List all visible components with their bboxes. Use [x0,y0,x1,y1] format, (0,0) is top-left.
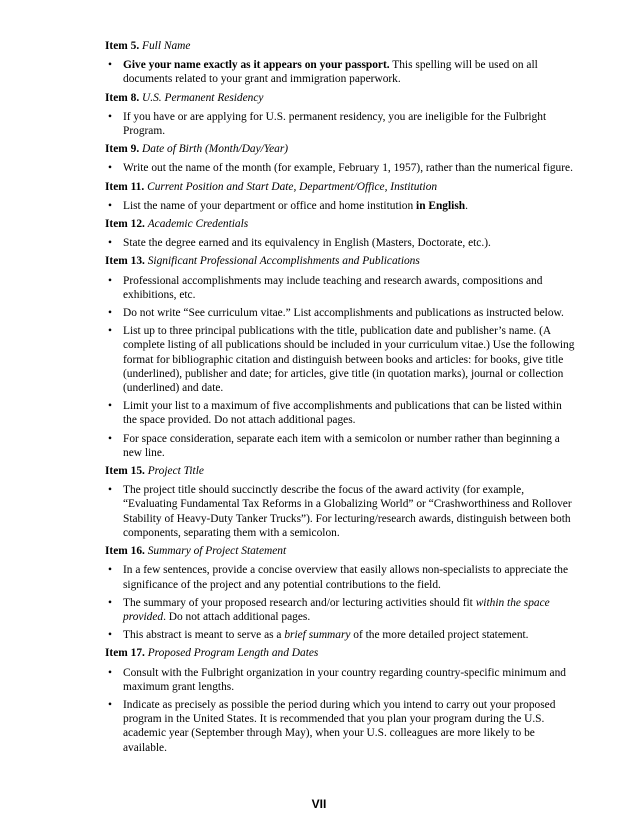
bullet-list [105,58,575,86]
bullet-dot-icon: • [108,564,112,577]
item-section [105,254,575,460]
bullet-text: . Do not attach additional pages. [163,610,311,623]
item-number: Item 11. [105,180,145,193]
bullet-text: brief summary [284,629,351,642]
item-title: Full Name [142,40,191,52]
bullet-list [105,236,575,250]
bullet-text: If you have or are applying for U.S. permanent residency, you are ineligible for the Fulbright Program. [123,110,547,138]
item-heading [105,464,575,478]
bullet-dot-icon: • [108,432,112,445]
bullet-item [105,698,575,755]
item-title: Summary of Project Statement [147,545,287,558]
item-number: Item 9. [105,143,140,156]
bullet-dot-icon: • [108,199,112,212]
bullet-dot-icon: • [108,110,112,123]
item-section [105,180,575,213]
bullet-text: Professional accomplishments may include teaching and research awards, compositions and exhibitions, etc. [123,274,543,301]
bullet-text: List the name of your department or office and home institution [123,199,417,212]
bullet-list [105,110,575,138]
bullet-item [105,58,575,86]
bullet-dot-icon: • [108,596,112,609]
bullet-item [105,236,575,250]
item-number: Item 12. [105,218,145,231]
bullet-list [105,161,575,175]
bullet-list [105,666,575,755]
bullet-dot-icon: • [108,698,112,711]
item-number: Item 5. [105,40,140,52]
bullet-text: Give your name exactly as it appears on your passport. [123,59,390,72]
bullet-item [105,596,575,624]
bullet-item [105,628,575,642]
bullet-item [105,563,575,591]
bullet-item [105,666,575,694]
item-section [105,464,575,540]
bullet-list [105,563,575,642]
bullet-text: In a few sentences, provide a concise overview that easily allows non-specialists to appreciate the significance of the project and any potential contributions to the field. [123,564,569,591]
document-body [105,39,575,759]
item-section [105,217,575,250]
bullet-item [105,432,575,460]
bullet-item [105,199,575,213]
bullet-text: The summary of your proposed research and/or lecturing activities should fit [123,596,476,609]
bullet-dot-icon: • [108,400,112,413]
item-heading [105,91,575,105]
bullet-item [105,399,575,427]
item-heading [105,646,575,660]
item-heading [105,254,575,268]
item-title: Date of Birth (Month/Day/Year) [142,143,289,156]
item-section [105,646,575,754]
item-section [105,142,575,175]
bullet-text: This spelling will be used on all documents related to your grant and immigration paperwork. [123,59,538,86]
bullet-text: List up to three principal publications with the title, publication date and publisher’s name. (A complete listing of all publications should be included in your curriculum vitae.) Use the following format for bibliographic citation and distinguish between books and articles: for books, give title (underlined), publisher and date; for articles, give title (in quotation marks), journal or collection (underlined) and date. [123,325,575,395]
bullet-item [105,483,575,540]
bullet-dot-icon: • [108,307,112,320]
item-heading [105,217,575,231]
bullet-text: The project title should succinctly describe the focus of the award activity (for example, “Evaluating Fundamental Tax Reforms in a Globalizing World” or “Crashworthiness and Rollover Stability of Heavy-Duty Tanker Trucks”). For lecturing/research awards, distinguish between both components, separating them with a semicolon. [123,484,572,539]
bullet-text: Do not write “See curriculum vitae.” List accomplishments and publications as instructed below. [123,307,564,320]
bullet-dot-icon: • [108,484,112,497]
item-heading [105,180,575,194]
item-section [105,91,575,139]
item-title: Project Title [147,465,204,478]
item-title: Academic Credentials [147,218,249,231]
item-number: Item 17. [105,647,145,660]
bullet-list [105,483,575,540]
bullet-text: Limit your list to a maximum of five accomplishments and publications that can be listed within the space provided. Do not attach additional pages. [123,400,562,427]
bullet-text: This abstract is meant to serve as a [123,629,285,642]
bullet-item [105,324,575,395]
bullet-dot-icon: • [108,666,112,679]
bullet-dot-icon: • [108,162,112,175]
bullet-item [105,161,575,175]
bullet-text: in English [416,199,466,212]
item-heading [105,544,575,558]
bullet-item [105,274,575,302]
item-title: Significant Professional Accomplishments and Publications [147,255,420,268]
item-number: Item 13. [105,255,145,268]
bullet-text: State the degree earned and its equivalency in English (Masters, Doctorate, etc.). [123,237,491,250]
item-title: Proposed Program Length and Dates [147,647,319,660]
page-number: VII [311,797,327,811]
item-number: Item 15. [105,465,145,478]
bullet-text: Write out the name of the month (for example, February 1, 1957), rather than the numerical figure. [123,162,573,175]
bullet-item [105,306,575,320]
item-title: Current Position and Start Date, Department/Office, Institution [147,180,438,193]
bullet-text: Indicate as precisely as possible the period during which you intend to carry out your proposed program in the United States. It is recommended that you plan your program during the U.S. academic year (September through May), when your U.S. colleagues are more likely to be available. [123,698,556,754]
item-section [105,39,575,87]
bullet-dot-icon: • [108,274,112,287]
item-heading [105,39,575,53]
bullet-dot-icon: • [108,629,112,642]
bullet-dot-icon: • [108,59,112,72]
bullet-text: . [465,199,468,212]
bullet-dot-icon: • [108,237,112,250]
bullet-item [105,110,575,138]
bullet-text: of the more detailed project statement. [350,629,529,642]
bullet-list [105,199,575,213]
item-number: Item 16. [105,545,145,558]
bullet-text: Consult with the Fulbright organization in your country regarding country-specific minimum and maximum grant lengths. [123,666,566,693]
bullet-list [105,274,575,460]
item-heading [105,142,575,156]
bullet-text: within the space provided [123,596,550,623]
item-number: Item 8. [105,91,140,104]
bullet-dot-icon: • [108,325,112,338]
bullet-text: For space consideration, separate each item with a semicolon or number rather than beginning a new line. [123,432,560,459]
item-title: U.S. Permanent Residency [142,91,264,104]
item-section [105,544,575,642]
